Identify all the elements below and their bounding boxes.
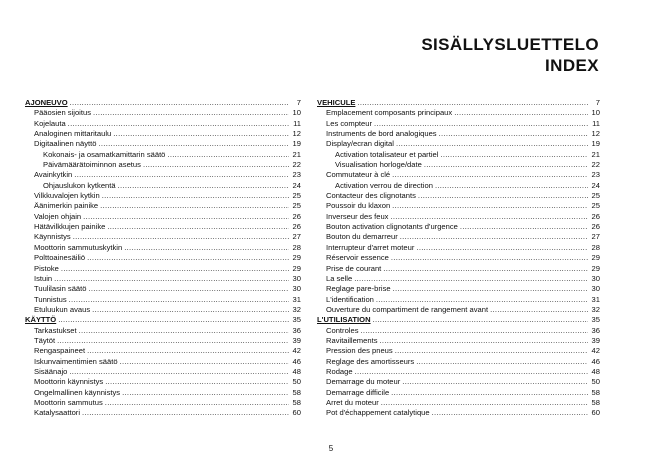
toc-entry	[317, 222, 600, 232]
toc-entry	[317, 346, 600, 356]
toc-entry-page: 7	[296, 98, 301, 107]
toc-entry	[25, 274, 301, 284]
dot-leader	[381, 398, 588, 408]
toc-entry-label: Äänimerkin painike	[34, 201, 99, 211]
dot-leader	[105, 377, 289, 387]
toc-entry	[25, 212, 301, 222]
toc-entry-label: Rengaspaineet	[34, 346, 86, 356]
toc-entry-label: Sisäänajo	[34, 366, 68, 376]
toc-entry	[25, 222, 301, 232]
toc-entry-label: Réservoir essence	[326, 253, 389, 263]
toc-entry-label: Kokonais- ja osamatkamittarin säätö	[43, 149, 166, 159]
dot-leader	[390, 212, 588, 222]
toc-entry-page: 50	[292, 377, 301, 387]
toc-entry-page: 26	[292, 222, 301, 232]
toc-entry-page: 24	[591, 180, 600, 190]
dot-leader	[380, 336, 589, 346]
dot-leader	[416, 357, 588, 367]
toc-entry-page: 11	[592, 118, 600, 128]
toc-entry-page: 29	[591, 253, 600, 263]
toc-entry	[317, 284, 600, 294]
toc-entry-label: L'UTILISATION	[317, 315, 371, 325]
toc-entry-page: 22	[292, 160, 301, 170]
toc-entry-page: 27	[591, 232, 600, 242]
dot-leader	[392, 201, 588, 211]
toc-entry-label: Reglage des amortisseurs	[326, 356, 415, 366]
toc-entry-page: 28	[292, 242, 301, 252]
toc-entry	[317, 398, 600, 408]
dot-leader	[416, 243, 588, 253]
dot-leader	[58, 315, 289, 325]
title-finnish: SISÄLLYSLUETTELO	[421, 35, 599, 54]
toc-entry-label: Prise de courant	[326, 263, 382, 273]
toc-entry	[317, 326, 600, 336]
toc-entry	[25, 346, 301, 356]
toc-entry-page: 36	[292, 325, 301, 335]
dot-leader	[435, 181, 588, 191]
toc-entry	[317, 170, 600, 180]
toc-entry	[317, 367, 600, 377]
toc-entry	[317, 201, 600, 211]
toc-entry	[317, 388, 600, 398]
dot-leader	[69, 367, 289, 377]
toc-entry-label: Rodage	[326, 366, 353, 376]
dot-leader	[122, 388, 289, 398]
toc-entry-label: Bouton activation clignotants d'urgence	[326, 222, 458, 232]
toc-entry-label: Demarrage difficile	[326, 387, 390, 397]
dot-leader	[490, 305, 588, 315]
toc-entry-label: Digitaalinen näyttö	[34, 139, 97, 149]
toc-entry	[317, 160, 600, 170]
toc-entry-page: 42	[292, 346, 301, 356]
dot-leader	[460, 222, 588, 232]
toc-entry	[25, 295, 301, 305]
toc-entry-label: Istuin	[34, 273, 53, 283]
dot-leader	[118, 181, 289, 191]
dot-leader	[143, 160, 289, 170]
toc-entry-page: 58	[591, 387, 600, 397]
toc-entry-label: Täytöt	[34, 335, 56, 345]
toc-entry-page: 30	[292, 284, 301, 294]
toc-entry-page: 26	[591, 211, 600, 221]
toc-entry	[25, 336, 301, 346]
toc-entry-page: 25	[292, 191, 301, 201]
toc-entry-page: 46	[292, 356, 301, 366]
toc-entry-page: 32	[292, 304, 301, 314]
toc-entry-page: 24	[292, 180, 301, 190]
toc-entry	[25, 388, 301, 398]
dot-leader	[68, 119, 289, 129]
dot-leader	[113, 129, 289, 139]
dot-leader	[100, 201, 289, 211]
toc-entry-label: Poussoir du klaxon	[326, 201, 391, 211]
dot-leader	[74, 170, 289, 180]
dot-leader	[355, 367, 588, 377]
toc-entry	[25, 160, 301, 170]
toc-section-heading	[317, 98, 600, 108]
toc-entry	[25, 326, 301, 336]
toc-entry-page: 21	[591, 149, 600, 159]
dot-leader	[61, 264, 289, 274]
toc-entry	[317, 212, 600, 222]
toc-entry	[317, 305, 600, 315]
toc-entry-page: 42	[591, 346, 600, 356]
toc-entry	[317, 295, 600, 305]
toc-entry-label: Display/ecran digital	[326, 139, 394, 149]
toc-entry-label: Hätävilkkujen painike	[34, 222, 106, 232]
toc-entry-page: 11	[293, 118, 301, 128]
toc-section-heading	[25, 98, 301, 108]
dot-leader	[374, 119, 588, 129]
toc-entry-page: 23	[292, 170, 301, 180]
toc-entry	[25, 129, 301, 139]
toc-section-heading	[317, 315, 600, 325]
toc-entry-page: 39	[292, 335, 301, 345]
toc-entry-page: 12	[292, 129, 301, 139]
toc-entry	[25, 119, 301, 129]
toc-entry-page: 58	[292, 387, 301, 397]
toc-entry	[25, 150, 301, 160]
dot-leader	[439, 129, 588, 139]
toc-entry-label: Controles	[326, 325, 359, 335]
dot-leader	[87, 253, 289, 263]
toc-entry-page: 30	[591, 284, 600, 294]
toc-entry	[25, 232, 301, 242]
dot-leader	[93, 108, 289, 118]
toc-entry-page: 60	[591, 408, 600, 418]
toc-entry-label: Tarkastukset	[34, 325, 77, 335]
toc-entry	[25, 284, 301, 294]
dot-leader	[391, 388, 588, 398]
toc-entry-label: AJONEUVO	[25, 98, 68, 107]
toc-entry	[317, 336, 600, 346]
toc-entry-label: Analoginen mittaritaulu	[34, 129, 112, 139]
toc-entry-page: 36	[591, 325, 600, 335]
dot-leader	[98, 139, 289, 149]
toc-entry	[317, 253, 600, 263]
toc-entry-page: 60	[292, 408, 301, 418]
toc-entry-label: Kojelauta	[34, 118, 66, 128]
toc-entry	[25, 253, 301, 263]
toc-entry-page: 23	[591, 170, 600, 180]
toc-entry	[25, 181, 301, 191]
page-titles	[421, 34, 599, 76]
toc-entry-label: Instruments de bord analogiques	[326, 129, 437, 139]
dot-leader	[82, 408, 289, 418]
dot-leader	[424, 160, 588, 170]
dot-leader	[432, 408, 588, 418]
toc-entry-label: Reglage pare-brise	[326, 284, 391, 294]
dot-leader	[73, 232, 289, 242]
toc-entry-label: Bouton du demarreur	[326, 232, 398, 242]
toc-entry-page: 46	[591, 356, 600, 366]
toc-entry-page: 26	[292, 211, 301, 221]
toc-entry-page: 31	[292, 294, 301, 304]
toc-entry	[25, 243, 301, 253]
toc-entry-label: Päivämäärätoiminnon asetus	[43, 160, 141, 170]
toc-entry-page: 10	[591, 108, 600, 118]
toc-entry-label: KÄYTTÖ	[25, 315, 57, 325]
toc-entry	[25, 377, 301, 387]
page-number: 5	[328, 444, 334, 453]
toc-entry-label: Iskunvaimentimien säätö	[34, 356, 118, 366]
toc-entry-page: 19	[292, 139, 301, 149]
dot-leader	[102, 191, 289, 201]
toc-entry-page: 27	[292, 232, 301, 242]
dot-leader	[391, 253, 588, 263]
toc-entry-label: Ongelmallinen käynnistys	[34, 387, 121, 397]
toc-column-finnish	[25, 98, 301, 419]
dot-leader	[392, 170, 588, 180]
toc-entry-page: 19	[591, 139, 600, 149]
toc-entry	[317, 232, 600, 242]
dot-leader	[167, 150, 289, 160]
toc-entry-label: Activation totalisateur et partiel	[335, 149, 439, 159]
dot-leader	[69, 295, 289, 305]
toc-entry	[317, 191, 600, 201]
toc-entry-label: Valojen ohjain	[34, 211, 82, 221]
toc-entry-page: 48	[591, 366, 600, 376]
toc-entry-page: 26	[591, 222, 600, 232]
toc-entry-label: Pääosien sijoitus	[34, 108, 91, 118]
title-french: INDEX	[545, 56, 599, 75]
dot-leader	[105, 398, 289, 408]
toc-entry-label: Emplacement composants principaux	[326, 108, 453, 118]
toc-entry-label: Ouverture du compartiment de rangement avant	[326, 304, 489, 314]
toc-entry-page: 25	[591, 201, 600, 211]
toc-entry	[25, 367, 301, 377]
dot-leader	[57, 336, 289, 346]
toc-entry	[317, 264, 600, 274]
toc-entry-page: 21	[292, 149, 301, 159]
toc-entry	[317, 377, 600, 387]
dot-leader	[395, 346, 588, 356]
toc-entry-label: Pression des pneus	[326, 346, 393, 356]
toc-entry	[25, 191, 301, 201]
toc-entry-label: Vilkkuvalojen kytkin	[34, 191, 100, 201]
toc-entry-page: 30	[292, 273, 301, 283]
toc-entry	[317, 181, 600, 191]
toc-entry-page: 22	[591, 160, 600, 170]
dot-leader	[396, 139, 588, 149]
dot-leader	[88, 284, 289, 294]
toc-column-french	[317, 98, 600, 419]
toc-entry-label: Katalysaattori	[34, 408, 81, 418]
toc-entry-page: 28	[591, 242, 600, 252]
dot-leader	[54, 274, 289, 284]
toc-entry-page: 39	[591, 335, 600, 345]
toc-entry-label: Pistoke	[34, 263, 59, 273]
toc-entry-page: 58	[292, 397, 301, 407]
toc-entry	[25, 357, 301, 367]
toc-entry	[317, 139, 600, 149]
toc-entry	[317, 150, 600, 160]
toc-entry	[25, 264, 301, 274]
dot-leader	[402, 377, 588, 387]
dot-leader	[361, 326, 589, 336]
dot-leader	[354, 274, 588, 284]
toc-entry-page: 25	[292, 201, 301, 211]
toc-entry	[317, 243, 600, 253]
toc-entry-label: Moottorin sammutus	[34, 397, 103, 407]
toc-entry-page: 31	[591, 294, 600, 304]
toc-entry	[25, 170, 301, 180]
toc-entry-label: L'identification	[326, 294, 374, 304]
toc-entry-label: Tuulilasin säätö	[34, 284, 87, 294]
toc-entry-page: 25	[591, 191, 600, 201]
toc-entry	[317, 408, 600, 418]
dot-leader	[83, 212, 289, 222]
toc-entry	[25, 408, 301, 418]
toc-entry-label: Tunnistus	[34, 294, 67, 304]
dot-leader	[376, 295, 588, 305]
dot-leader	[120, 357, 289, 367]
toc-entry-page: 35	[292, 315, 301, 325]
toc-entry	[317, 274, 600, 284]
toc-entry-page: 50	[591, 377, 600, 387]
toc-section-heading	[25, 315, 301, 325]
toc-entry	[25, 108, 301, 118]
dot-leader	[92, 305, 289, 315]
toc-entry-label: Käynnistys	[34, 232, 71, 242]
toc-entry-label: Ohjauslukon kytkentä	[43, 180, 116, 190]
dot-leader	[454, 108, 588, 118]
toc-entry-label: Visualisation horloge/date	[335, 160, 422, 170]
dot-leader	[440, 150, 588, 160]
toc-entry	[25, 398, 301, 408]
dot-leader	[357, 98, 588, 108]
toc-entry	[25, 305, 301, 315]
toc-entry	[317, 108, 600, 118]
toc-entry-label: La selle	[326, 273, 353, 283]
toc-entry-label: Avainkytkin	[34, 170, 73, 180]
toc-entry-label: Arret du moteur	[326, 397, 379, 407]
toc-entry-page: 29	[292, 253, 301, 263]
dot-leader	[124, 243, 289, 253]
dot-leader	[373, 315, 588, 325]
toc-entry-label: Polttoainesäiliö	[34, 253, 86, 263]
toc-entry-label: Moottorin sammutuskytkin	[34, 242, 123, 252]
toc-entry-page: 35	[591, 315, 600, 325]
toc-entry-page: 12	[591, 129, 600, 139]
dot-leader	[400, 232, 588, 242]
toc-entry	[317, 357, 600, 367]
dot-leader	[383, 264, 588, 274]
toc-entry-label: Inverseur des feux	[326, 211, 389, 221]
dot-leader	[393, 284, 588, 294]
toc-entry-page: 32	[591, 304, 600, 314]
toc-entry-label: Demarrage du moteur	[326, 377, 401, 387]
toc-entry-page: 48	[292, 366, 301, 376]
toc-entry-page: 29	[292, 263, 301, 273]
toc-entry-page: 58	[591, 397, 600, 407]
toc-entry	[25, 139, 301, 149]
toc-entry-label: Etuluukun avaus	[34, 304, 91, 314]
toc-entry-page: 29	[591, 263, 600, 273]
toc-entry-page: 10	[292, 108, 301, 118]
dot-leader	[107, 222, 289, 232]
toc-entry	[317, 129, 600, 139]
toc-entry-label: Les compteur	[326, 118, 373, 128]
toc-entry-label: Interrupteur d'arret moteur	[326, 242, 415, 252]
toc-entry-page: 30	[591, 273, 600, 283]
toc-entry-label: Commutateur à clé	[326, 170, 391, 180]
dot-leader	[79, 326, 289, 336]
toc-entry-page: 7	[595, 98, 600, 107]
dot-leader	[87, 346, 289, 356]
toc-entry-label: VEHICULE	[317, 98, 356, 107]
toc-entry-label: Ravitaillements	[326, 335, 378, 345]
dot-leader	[70, 98, 289, 108]
toc-entry-label: Activation verrou de direction	[335, 180, 433, 190]
toc-entry	[25, 201, 301, 211]
toc-entry-label: Contacteur des clignotants	[326, 191, 416, 201]
toc-entry-label: Moottorin käynnistys	[34, 377, 104, 387]
dot-leader	[418, 191, 588, 201]
toc-entry	[317, 119, 600, 129]
toc-entry-label: Pot d'échappement catalytique	[326, 408, 430, 418]
